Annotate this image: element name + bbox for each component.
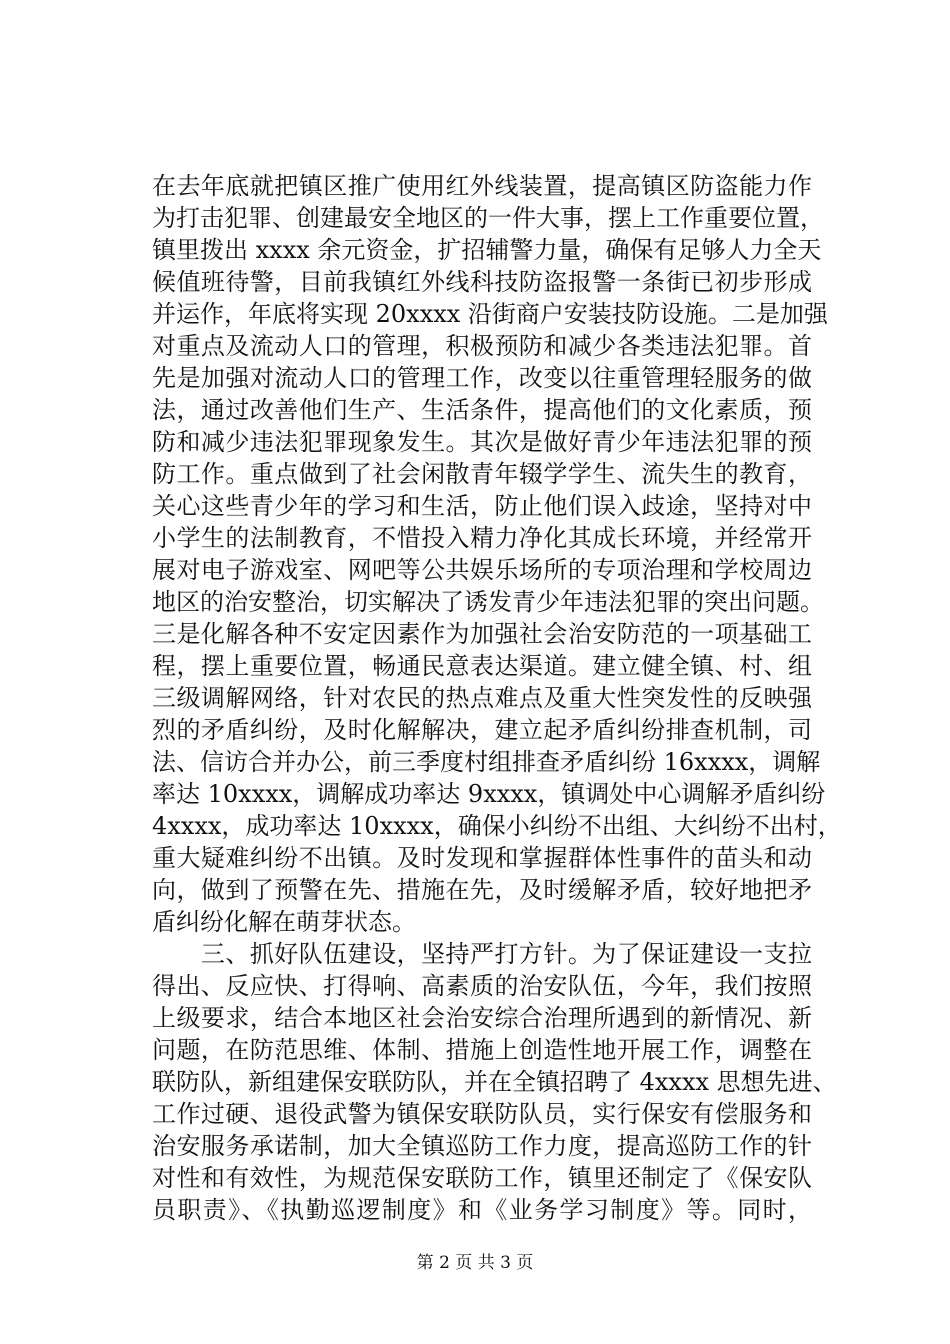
text-line: 候值班待警，目前我镇红外线科技防盗报警一条街已初步形成 [152, 268, 812, 296]
text-line: 程，摆上重要位置，畅通民意表达渠道。建立健全镇、村、组 [152, 652, 812, 680]
text-line: 展对电子游戏室、网吧等公共娱乐场所的专项治理和学校周边 [152, 556, 812, 584]
text-line: 关心这些青少年的学习和生活，防止他们误入歧途，坚持对中 [152, 492, 812, 520]
text-line: 防和减少违法犯罪现象发生。其次是做好青少年违法犯罪的预 [152, 428, 812, 456]
text-line: 防工作。重点做到了社会闲散青年辍学学生、流失生的教育， [152, 460, 812, 488]
page-footer: 第 2 页 共 3 页 [416, 1253, 534, 1273]
text-line: 工作过硬、退役武警为镇保安联防队员，实行保安有偿服务和 [152, 1100, 812, 1128]
text-line: 重大疑难纠纷不出镇。及时发现和掌握群体性事件的苗头和动 [152, 844, 812, 872]
text-line: 治安服务承诺制，加大全镇巡防工作力度，提高巡防工作的针 [152, 1132, 812, 1160]
body-text [152, 170, 842, 1226]
text-line: 率达 10xxxx，调解成功率达 9xxxx，镇调处中心调解矛盾纠纷 [152, 780, 826, 808]
text-line: 三、抓好队伍建设，坚持严打方针。为了保证建设一支拉 [152, 940, 812, 968]
text-line: 对性和有效性，为规范保安联防工作，镇里还制定了《保安队 [152, 1164, 812, 1192]
text-line: 向，做到了预警在先、措施在先，及时缓解矛盾，较好地把矛 [152, 876, 812, 904]
text-line: 三是化解各种不安定因素作为加强社会治安防范的一项基础工 [152, 620, 812, 648]
text-line: 得出、反应快、打得响、高素质的治安队伍，今年，我们按照 [152, 972, 812, 1000]
text-line: 员职责》、《执勤巡逻制度》和《业务学习制度》等。同时， [152, 1196, 812, 1224]
text-line: 法、信访合并办公，前三季度村组排查矛盾纠纷 16xxxx，调解 [152, 748, 821, 776]
text-line: 三级调解网络，针对农民的热点难点及重大性突发性的反映强 [152, 684, 812, 712]
text-line: 联防队，新组建保安联防队，并在全镇招聘了 4xxxx 思想先进、 [152, 1068, 837, 1096]
text-line: 镇里拨出 xxxx 余元资金，扩招辅警力量，确保有足够人力全天 [152, 236, 822, 264]
text-line: 并运作，年底将实现 20xxxx 沿街商户安装技防设施。二是加强 [152, 300, 828, 328]
text-line: 小学生的法制教育，不惜投入精力净化其成长环境，并经常开 [152, 524, 812, 552]
text-line: 为打击犯罪、创建最安全地区的一件大事，摆上工作重要位置， [152, 204, 824, 232]
text-line: 问题，在防范思维、体制、措施上创造性地开展工作，调整在 [152, 1036, 812, 1064]
text-line: 先是加强对流动人口的管理工作，改变以往重管理轻服务的做 [152, 364, 812, 392]
text-line: 烈的矛盾纠纷，及时化解解决，建立起矛盾纠纷排查机制，司 [152, 716, 812, 744]
text-line: 4xxxx，成功率达 10xxxx，确保小纠纷不出组、大纠纷不出村， [152, 812, 842, 840]
text-line: 上级要求，结合本地区社会治安综合治理所遇到的新情况、新 [152, 1004, 812, 1032]
text-line: 对重点及流动人口的管理，积极预防和减少各类违法犯罪。首 [152, 332, 812, 360]
text-line: 法，通过改善他们生产、生活条件，提高他们的文化素质，预 [152, 396, 812, 424]
text-line: 盾纠纷化解在萌芽状态。 [152, 908, 416, 936]
text-line: 在去年底就把镇区推广使用红外线装置，提高镇区防盗能力作 [152, 172, 812, 200]
text-line: 地区的治安整治，切实解决了诱发青少年违法犯罪的突出问题。 [152, 588, 824, 616]
